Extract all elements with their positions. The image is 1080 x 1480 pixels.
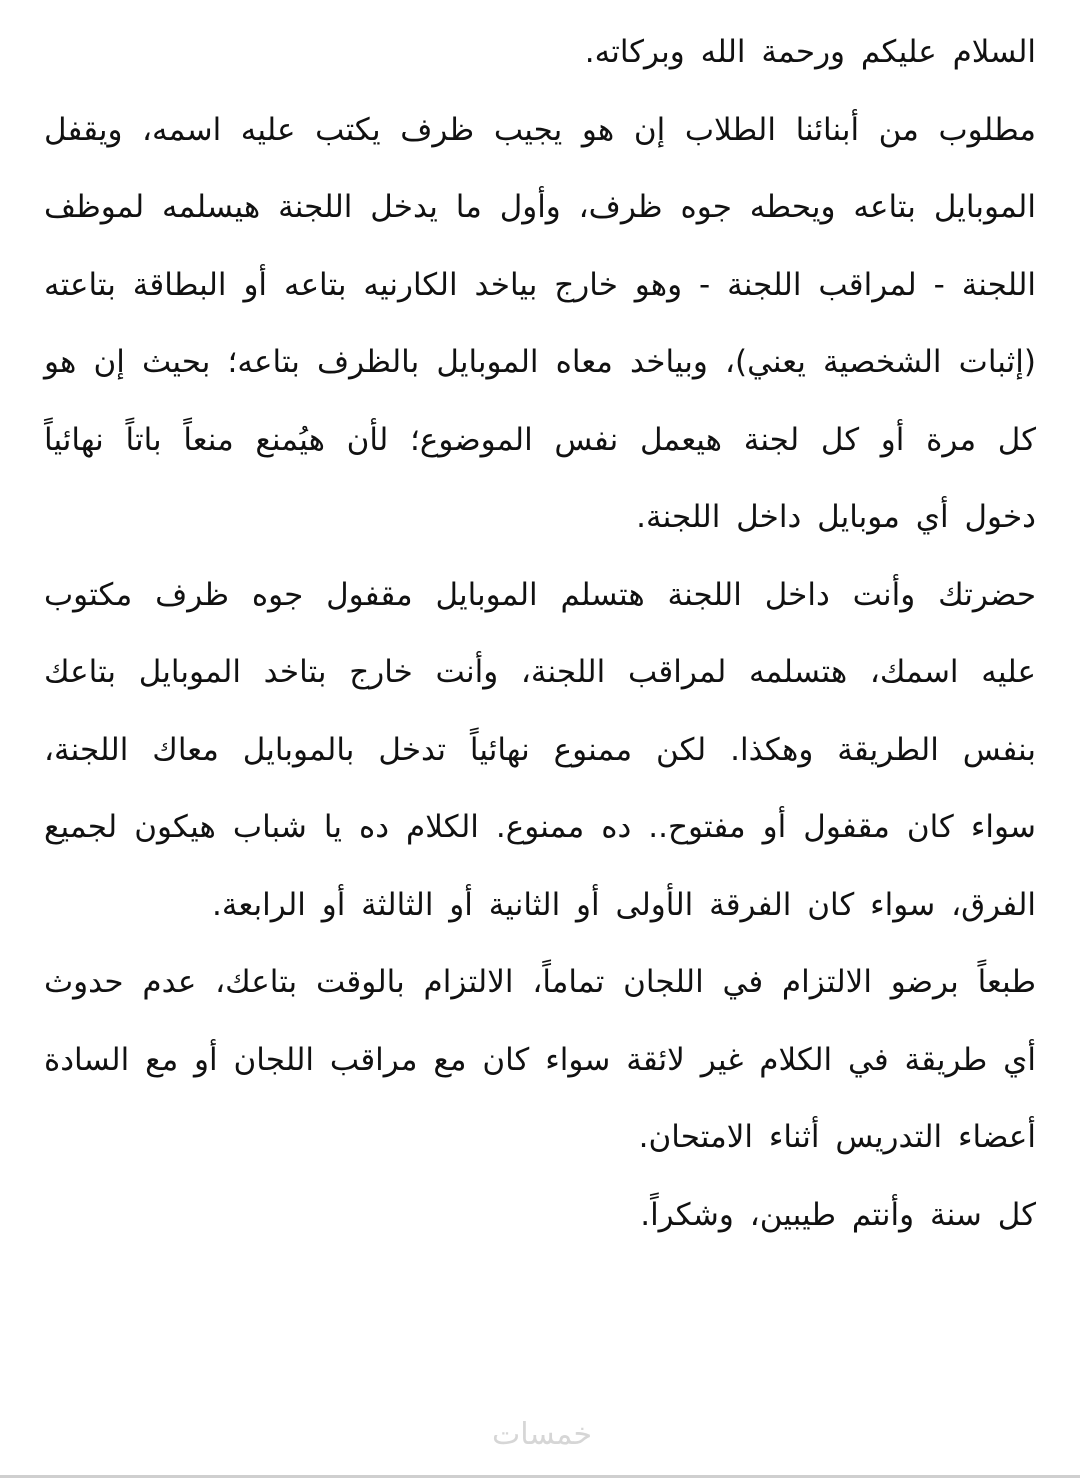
paragraph-conduct: طبعاً برضو الالتزام في اللجان تماماً، الالتزام بالوقت بتاعك، عدم حدوث أي طريقة في الكلام غير لائقة سواء كان مع مراقب اللجان أو مع السادة أعضاء التدريس أثناء الامتحان. xyxy=(44,964,1036,1155)
watermark-logo: خمسات xyxy=(491,1417,593,1452)
paragraph-phone-rules: حضرتك وأنت داخل اللجنة هتسلم الموبايل مقفول جوه ظرف مكتوب عليه اسمك، هتسلمه لمراقب اللجنة، وأنت خارج بتاخد الموبايل بتاعك بنفس الطريقة وهكذا. لكن ممنوع نهائياً تدخل بالموبايل معاك اللجنة، سواء كان مقفول أو مفتوح.. ده ممنوع. الكلام ده يا شباب هيكون لجميع الفرق، سواء كان الفرقة الأولى أو الثانية أو الثالثة أو الرابعة. xyxy=(44,576,1036,923)
paragraph-envelope-instructions: مطلوب من أبنائنا الطلاب إن هو يجيب ظرف يكتب عليه اسمه، ويقفل الموبايل بتاعه ويحطه جوه ظرف، وأول ما يدخل اللجنة هيسلمه لموظف اللجنة - لمراقب اللجنة - وهو خارج بياخد الكارنيه بتاعه أو البطاقة بتاعته (إثبات الشخصية يعني)، وبياخد معاه الموبايل بالظرف بتاعه؛ بحيث إن هو كل مرة أو كل لجنة هيعمل نفس الموضوع؛ لأن هيُمنع منعاً باتاً نهائياً دخول أي موبايل داخل اللجنة. xyxy=(44,111,1036,535)
announcement-text xyxy=(44,14,1036,1254)
bottom-divider xyxy=(0,1475,1080,1478)
paragraph-closing: كل سنة وأنتم طيبين، وشكراً. xyxy=(640,1196,1036,1233)
paragraph-greeting: السلام عليكم ورحمة الله وبركاته. xyxy=(584,34,1036,70)
